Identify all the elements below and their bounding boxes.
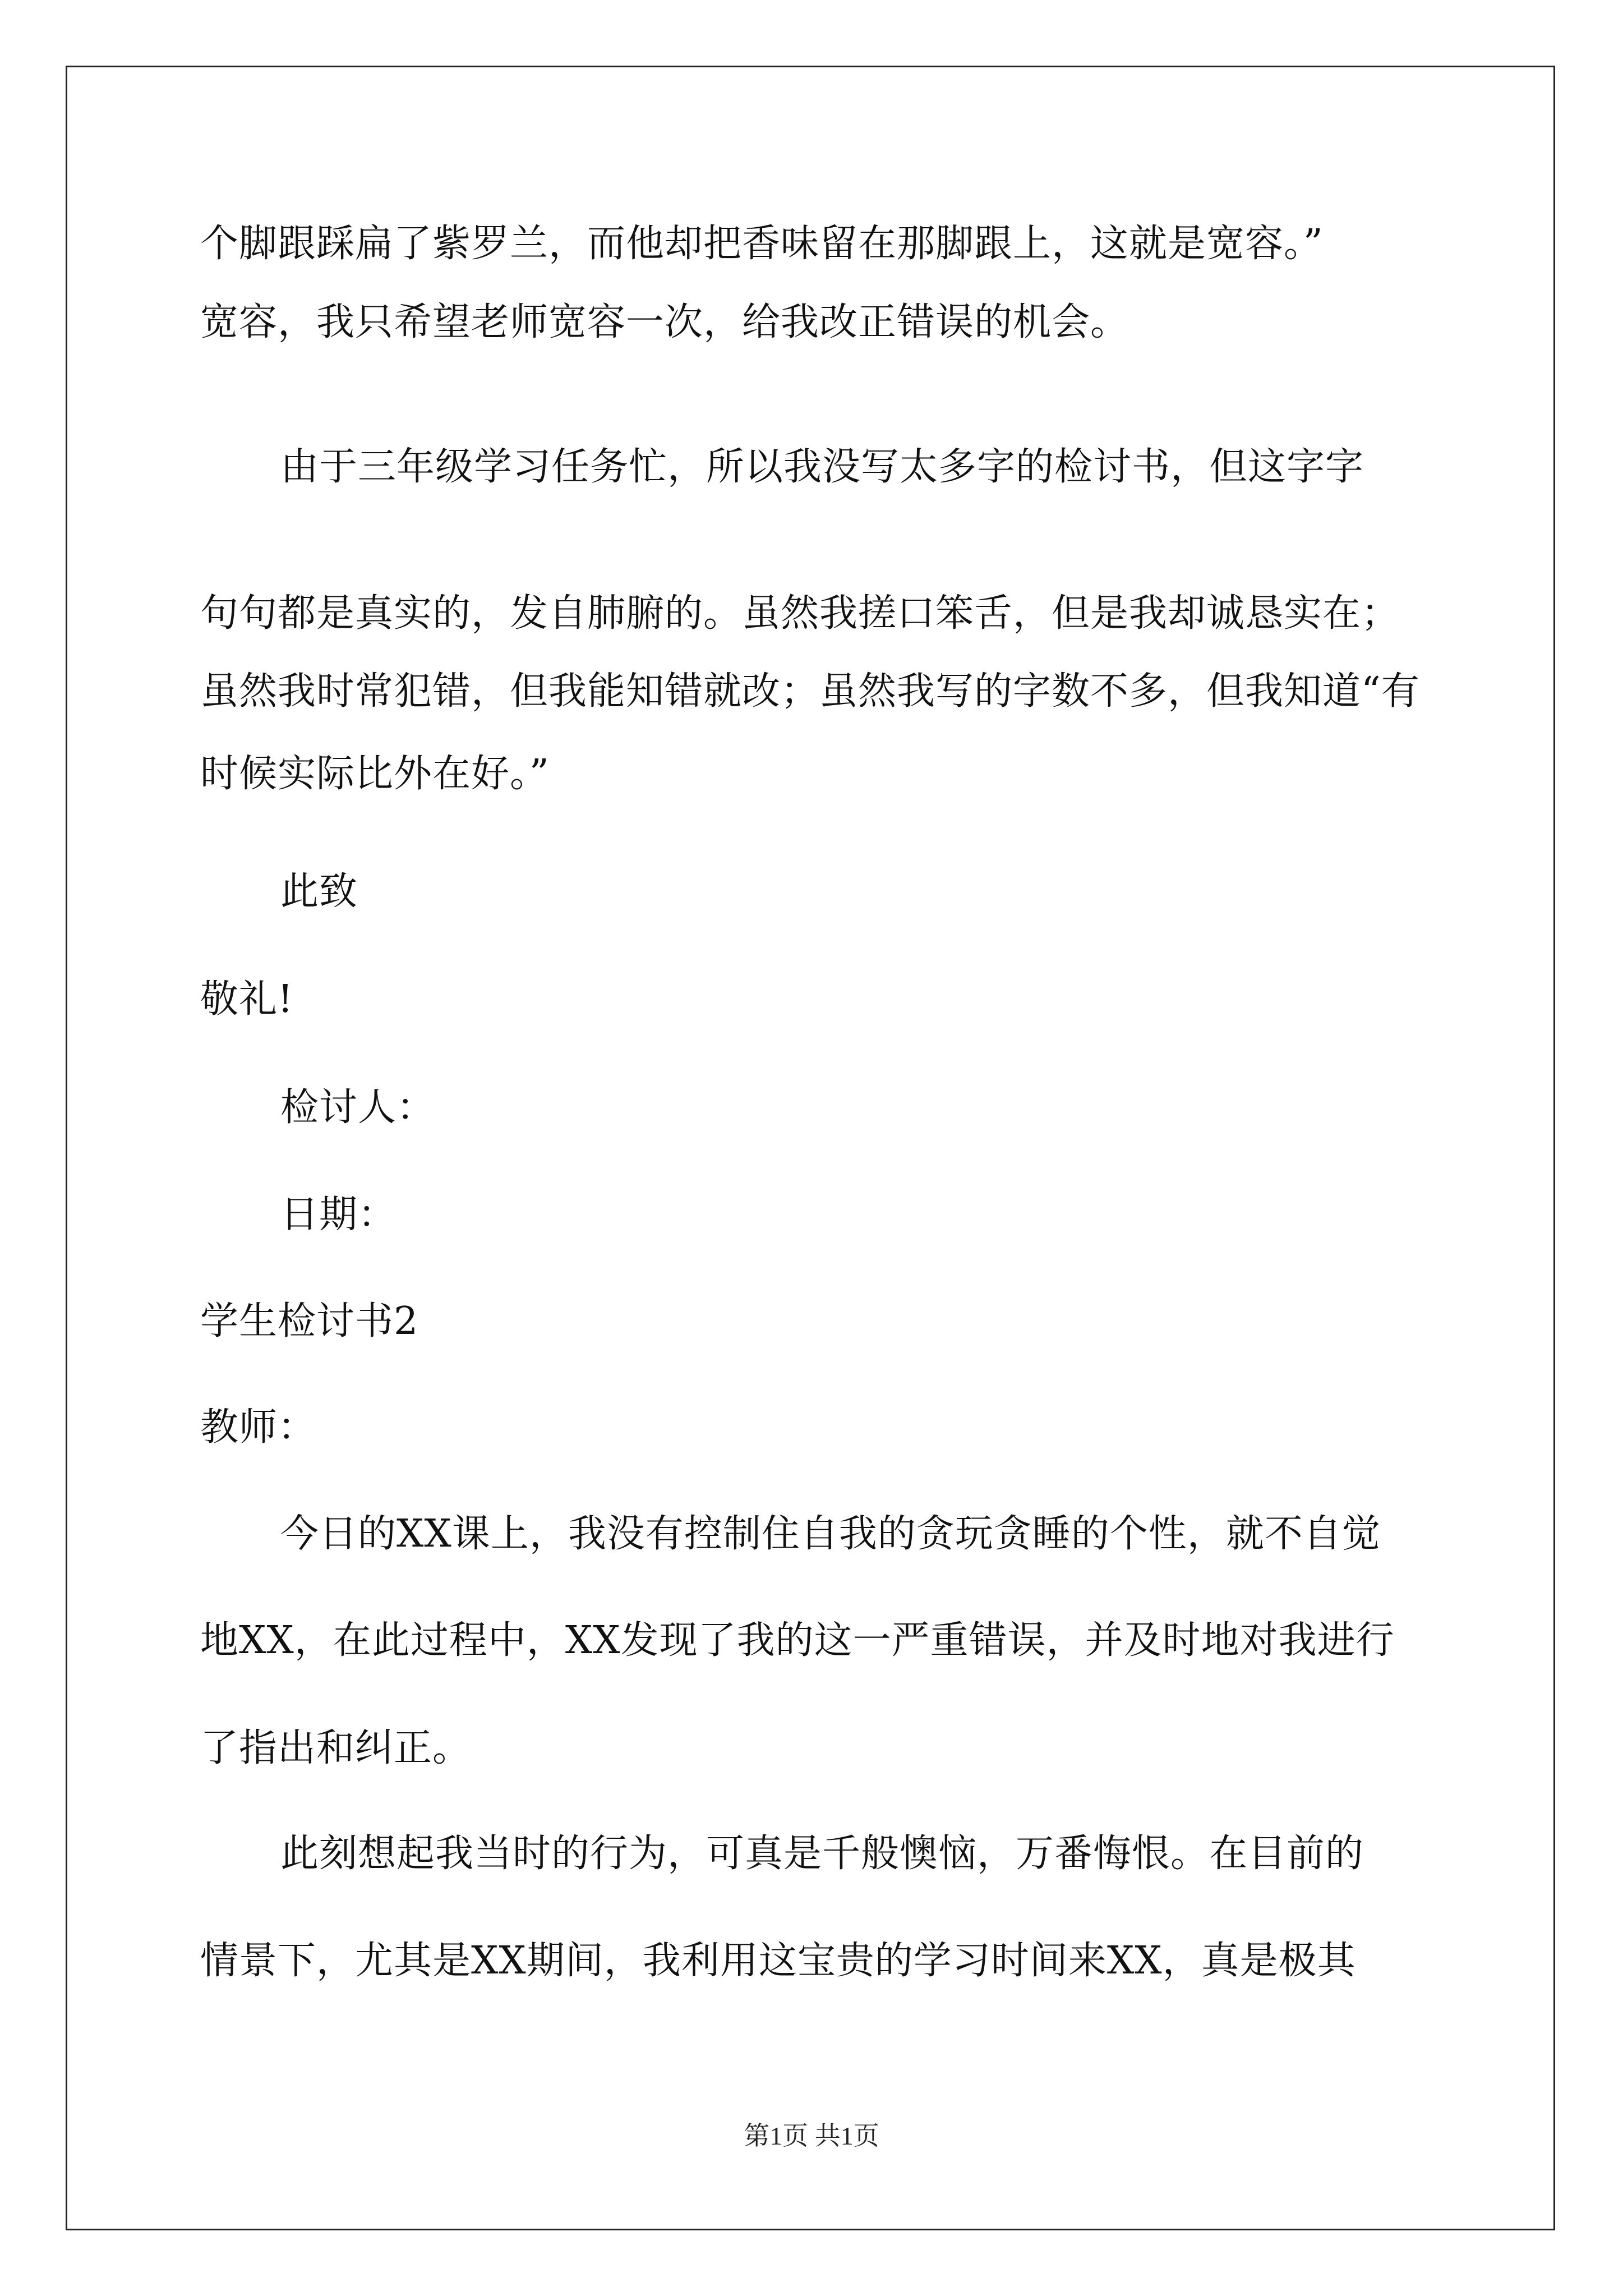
page-border bbox=[66, 66, 1555, 2230]
salutation-line: 此致 bbox=[280, 869, 358, 914]
text-line: 了指出和纠正。 bbox=[200, 1726, 472, 1770]
text-line: 由于三年级学习任务忙，所以我没写太多字的检讨书，但这字字 bbox=[280, 445, 1364, 489]
addressee-line: 教师： bbox=[200, 1405, 317, 1450]
text-line: 句句都是真实的，发自肺腑的。虽然我搓口笨舌，但是我却诚恳实在； bbox=[200, 591, 1400, 636]
text-line: 今日的XX课上，我没有控制住自我的贪玩贪睡的个性，就不自觉 bbox=[280, 1512, 1381, 1556]
text-line: 宽容，我只希望老师宽容一次，给我改正错误的机会。 bbox=[200, 300, 1129, 344]
page-number: 第1页 共1页 bbox=[744, 2122, 879, 2150]
text-line: 时候实际比外在好。” bbox=[200, 752, 550, 796]
date-line: 日期： bbox=[280, 1193, 397, 1237]
text-line: 情景下，尤其是XX期间，我利用这宝贵的学习时间来XX，真是极其 bbox=[200, 1939, 1356, 1983]
section-title: 学生检讨书2 bbox=[200, 1299, 419, 1343]
closing-line: 敬礼! bbox=[200, 977, 294, 1022]
signer-line: 检讨人： bbox=[280, 1085, 436, 1130]
text-line: 地XX，在此过程中，XX发现了我的这一严重错误，并及时地对我进行 bbox=[200, 1618, 1395, 1663]
text-line: 此刻想起我当时的行为，可真是千般懊恼，万番悔恨。在目前的 bbox=[280, 1832, 1364, 1876]
text-line: 虽然我时常犯错，但我能知错就改；虽然我写的字数不多，但我知道“有 bbox=[200, 669, 1420, 714]
text-line: 个脚跟踩扁了紫罗兰，而他却把香味留在那脚跟上，这就是宽容。” bbox=[200, 222, 1324, 266]
